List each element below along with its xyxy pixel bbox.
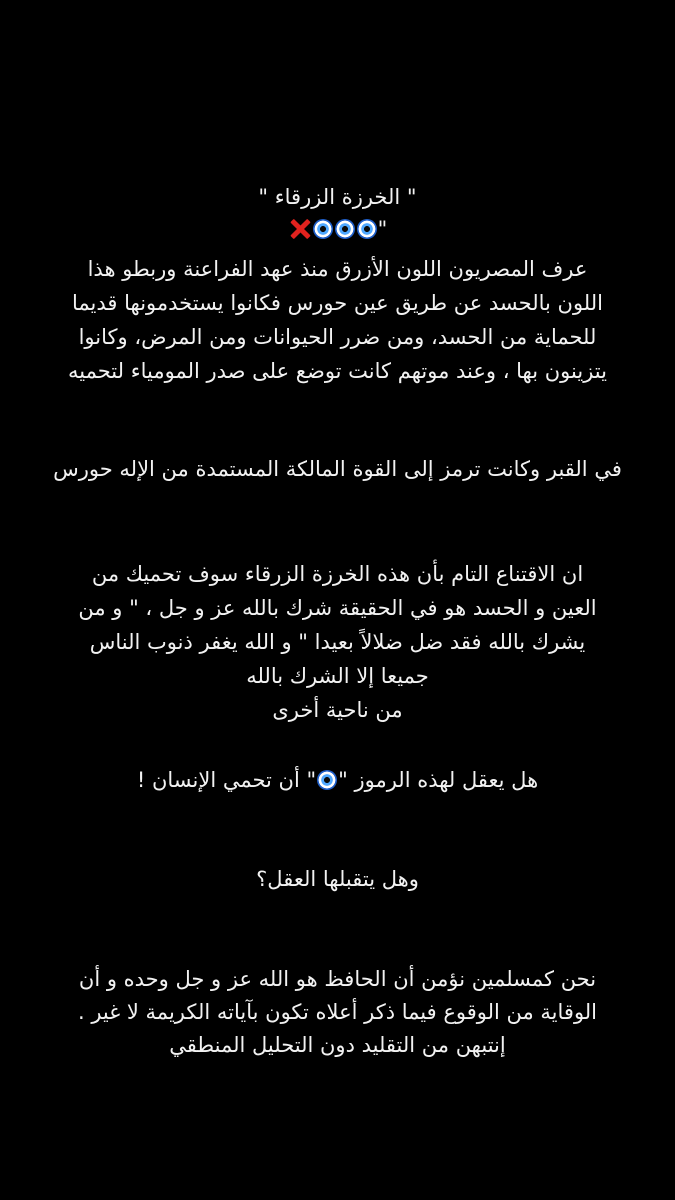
question-before: هل يعقل لهذه الرموز " — [338, 768, 539, 792]
paragraph-line: إنتبهن من التقليد دون التحليل المنطقي — [169, 1033, 506, 1057]
paragraph-line: يتزينون بها ، وعند موتهم كانت توضع على صدر المومياء لتحميه — [68, 359, 607, 383]
paragraph-line: يشرك بالله فقد ضل ضلالاً بعيدا " و الله يغفر ذنوب الناس — [89, 630, 586, 654]
paragraph-line: العين و الحسد هو في الحقيقة شرك بالله عز و جل ، " و من — [78, 596, 597, 620]
paragraph-line: عرف المصريون اللون الأزرق منذ عهد الفراعنة وربطو هذا — [87, 257, 588, 281]
title-block — [20, 180, 655, 244]
paragraph-line: نحن كمسلمين نؤمن أن الحافظ هو الله عز و جل وحده و أن — [78, 967, 597, 991]
paragraph-line: من ناحية أخرى — [272, 698, 403, 722]
question-mind — [20, 862, 655, 896]
paragraph-line: جميعا إلا الشرك بالله — [246, 664, 429, 688]
question-line: وهل يتقبلها العقل؟ — [256, 867, 419, 891]
paragraph-history — [20, 252, 655, 388]
paragraph-line: للحماية من الحسد، ومن ضرر الحيوانات ومن المرض، وكانوا — [78, 325, 597, 349]
paragraph-line: الوقاية من الوقوع فيما ذكر أعلاه تكون بآياته الكريمة لا غير . — [77, 1000, 598, 1024]
paragraph-shirk — [20, 557, 655, 727]
paragraph-line: في القبر وكانت ترمز إلى القوة المالكة المستمدة من الإله حورس — [53, 457, 622, 481]
cross-mark-icon — [289, 218, 311, 240]
evil-eye-icon — [313, 219, 333, 239]
title-icons-line — [20, 214, 655, 244]
evil-eye-icon — [357, 219, 377, 239]
paragraph-line: اللون بالحسد عن طريق عين حورس فكانوا يستخدمونها قديما — [72, 291, 603, 315]
evil-eye-icon — [335, 219, 355, 239]
question-after: " أن تحمي الإنسان ! — [136, 768, 317, 792]
title-quote: " — [377, 217, 388, 241]
title-line: " الخرزة الزرقاء " — [258, 185, 417, 209]
evil-eye-icon — [317, 770, 337, 790]
paragraph-line: ان الاقتناع التام بأن هذه الخرزة الزرقاء سوف تحميك من — [91, 562, 584, 586]
question-symbols — [20, 763, 655, 797]
paragraph-conclusion — [20, 963, 655, 1062]
paragraph-horus — [20, 452, 655, 486]
question-line — [20, 763, 655, 797]
